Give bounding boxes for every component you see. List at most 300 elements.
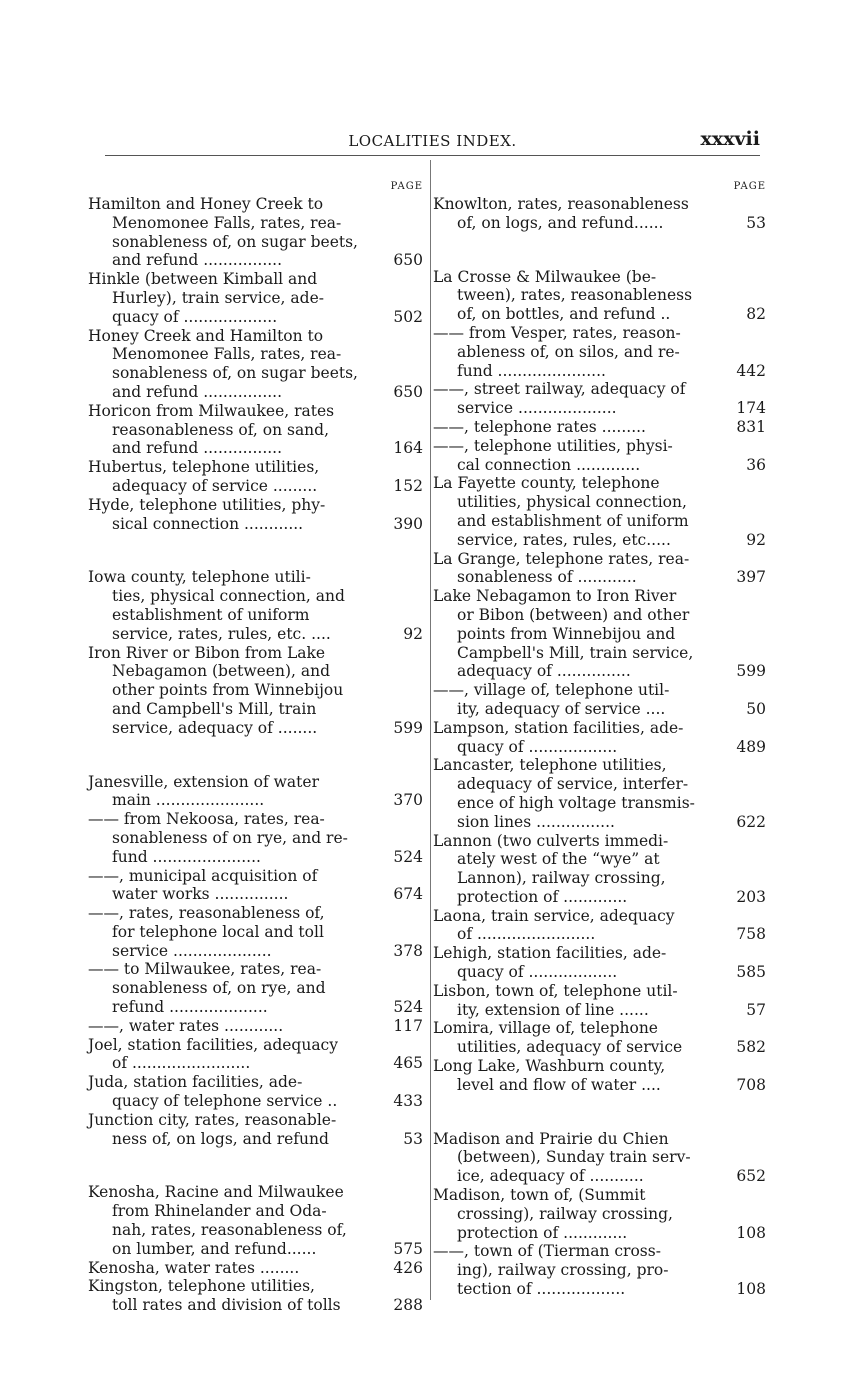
entry-text: Kingston, telephone utilities, <box>88 1277 315 1296</box>
entry-page-number: 599 <box>736 662 766 681</box>
entry-text: —— from Vesper, rates, reason- <box>433 323 681 342</box>
entry-text: La Fayette county, telephone <box>433 474 660 493</box>
entry-page-number: 524 <box>393 998 423 1017</box>
index-entry <box>88 1017 423 1036</box>
entry-line <box>433 1186 766 1205</box>
entry-text: ——, rates, reasonableness of, <box>88 904 325 923</box>
entry-text: other points from Winnebijou <box>112 681 344 700</box>
entry-text: and refund ................ <box>112 439 283 458</box>
entry-text: water works ............... <box>112 885 289 904</box>
entry-page-number: 650 <box>393 382 423 401</box>
entry-page-number: 599 <box>393 718 423 737</box>
entry-line <box>433 738 766 757</box>
entry-page-number: 57 <box>746 1000 766 1019</box>
entry-text: of, on bottles, and refund .. <box>457 305 671 324</box>
section-gap <box>88 1148 423 1183</box>
entry-text: Hamilton and Honey Creek to <box>88 195 324 213</box>
entry-line <box>433 268 766 287</box>
entry-text: service, adequacy of ........ <box>112 718 318 737</box>
entry-text: ence of high voltage transmis- <box>457 793 695 812</box>
entry-page-number: 524 <box>393 847 423 866</box>
entry-line <box>88 904 423 923</box>
entry-line <box>88 1221 423 1240</box>
index-entry <box>88 195 423 270</box>
entry-text: service .................... <box>112 941 272 960</box>
entry-line <box>88 1111 423 1130</box>
entry-text: ice, adequacy of ........... <box>457 1167 644 1186</box>
index-entry <box>88 1111 423 1149</box>
index-entry <box>433 474 766 549</box>
entry-line <box>433 456 766 475</box>
entry-line <box>433 437 766 456</box>
entry-text: of, on logs, and refund...... <box>457 213 664 232</box>
entry-line <box>433 305 766 324</box>
entry-text: for telephone local and toll <box>112 922 324 941</box>
index-entry <box>433 1057 766 1095</box>
entry-line <box>88 848 423 867</box>
entry-page-number: 622 <box>736 812 766 831</box>
entry-line <box>433 1242 766 1261</box>
entry-text: quacy of .................. <box>457 963 618 982</box>
entry-text: Lampson, station facilities, ade- <box>433 718 684 737</box>
section-gap <box>88 738 423 773</box>
entry-page-number: 426 <box>393 1258 423 1277</box>
entry-line <box>88 960 423 979</box>
entry-text: ——, town of (Tierman cross- <box>433 1242 661 1261</box>
entry-line <box>88 700 423 719</box>
entry-line <box>433 681 766 700</box>
entry-line <box>433 380 766 399</box>
entry-text: level and flow of water .... <box>457 1075 661 1094</box>
entry-line <box>433 362 766 381</box>
entry-line <box>88 662 423 681</box>
entry-line <box>88 364 423 383</box>
entry-line <box>433 550 766 569</box>
entry-page-number: 652 <box>736 1167 766 1186</box>
entry-text: service, rates, rules, etc..... <box>457 530 671 549</box>
entry-text: Lehigh, station facilities, ade- <box>433 944 667 963</box>
section-gap <box>433 233 766 268</box>
entry-line <box>88 496 423 515</box>
page-column-label: PAGE <box>390 181 423 192</box>
entry-text: crossing), railway crossing, <box>457 1204 673 1223</box>
entry-page-number: 174 <box>736 399 766 418</box>
entry-text: ——, telephone rates ......... <box>433 417 646 436</box>
entry-text: Hurley), train service, ade- <box>112 288 324 307</box>
entry-text: Lannon (two culverts immedi- <box>433 831 669 850</box>
entry-text: La Grange, telephone rates, rea- <box>433 549 690 568</box>
entry-page-number: 831 <box>736 417 766 436</box>
entry-text: ableness of, on silos, and re- <box>457 342 680 361</box>
entry-text: points from Winnebijou and <box>457 624 676 643</box>
entry-line <box>88 1240 423 1259</box>
entry-text: ties, physical connection, and <box>112 587 345 606</box>
right-column <box>433 178 766 1299</box>
entry-line <box>433 625 766 644</box>
entry-text: protection of ............. <box>457 1223 628 1242</box>
entry-line <box>88 383 423 402</box>
entry-text: service .................... <box>457 399 617 418</box>
entry-text: adequacy of service, interfer- <box>457 775 689 794</box>
entry-line <box>88 345 423 364</box>
entry-text: Lomira, village of, telephone <box>433 1019 658 1038</box>
entry-text: Janesville, extension of water <box>88 772 319 791</box>
entry-text: Lancaster, telephone utilities, <box>433 756 667 775</box>
entry-text: protection of ............. <box>457 887 628 906</box>
header-rule <box>105 155 760 156</box>
index-entry <box>88 1259 423 1278</box>
entry-line <box>433 1148 766 1167</box>
entry-page-number: 203 <box>736 887 766 906</box>
entry-line <box>88 1017 423 1036</box>
entry-line <box>433 756 766 775</box>
entry-text: quacy of .................. <box>457 737 618 756</box>
entry-line <box>88 979 423 998</box>
entry-page-number: 370 <box>393 791 423 810</box>
entry-line <box>88 402 423 421</box>
entry-line <box>88 308 423 327</box>
entry-line <box>88 1036 423 1055</box>
entry-text: utilities, physical connection, <box>457 493 687 512</box>
entry-text: Horicon from Milwaukee, rates <box>88 401 335 420</box>
index-entry <box>433 437 766 475</box>
entry-text: main ...................... <box>112 791 265 810</box>
entry-line <box>88 1296 423 1315</box>
entry-line <box>433 869 766 888</box>
index-entry <box>433 1019 766 1057</box>
entry-text: Lisbon, town of, telephone util- <box>433 981 678 1000</box>
header-title: LOCALITIES INDEX. <box>348 132 517 150</box>
entry-text: ——, telephone utilities, physi- <box>433 436 673 455</box>
entry-text: Hubertus, telephone utilities, <box>88 458 320 477</box>
entry-text: and establishment of uniform <box>457 511 689 530</box>
entry-text: cal connection ............. <box>457 455 641 474</box>
index-entry <box>88 402 423 458</box>
entry-text: Joel, station facilities, adequacy <box>88 1035 338 1054</box>
entry-page-number: 53 <box>746 213 766 232</box>
entry-text: service, rates, rules, etc. .... <box>112 624 331 643</box>
entry-line <box>88 1073 423 1092</box>
entry-text: of ........................ <box>112 1054 251 1073</box>
index-entry <box>88 960 423 1016</box>
entry-page-number: 288 <box>393 1296 423 1315</box>
entry-text: adequacy of service ......... <box>112 476 318 495</box>
entry-text: sical connection ............ <box>112 514 304 533</box>
index-entry <box>88 1073 423 1111</box>
entry-text: establishment of uniform <box>112 605 310 624</box>
index-entry <box>88 644 423 738</box>
entry-line <box>433 963 766 982</box>
entry-line <box>88 421 423 440</box>
entry-line <box>88 867 423 886</box>
entry-text: Laona, train service, adequacy <box>433 906 675 925</box>
entry-line <box>433 214 766 233</box>
entry-line <box>433 1019 766 1038</box>
entry-line <box>88 251 423 270</box>
entry-text: Kenosha, Racine and Milwaukee <box>88 1183 344 1202</box>
entry-page-number: 50 <box>746 699 766 718</box>
index-entry <box>433 195 766 233</box>
entry-line <box>433 587 766 606</box>
entry-line <box>88 942 423 961</box>
index-entry <box>88 496 423 534</box>
entry-text: Menomonee Falls, rates, rea- <box>112 213 342 232</box>
entry-text: refund .................... <box>112 998 268 1017</box>
entry-page-number: 585 <box>736 963 766 982</box>
entry-text: reasonableness of, on sand, <box>112 420 330 439</box>
entry-text: and refund ................ <box>112 251 283 270</box>
entry-line <box>433 1280 766 1299</box>
entry-line <box>433 907 766 926</box>
entry-text: utilities, adequacy of service <box>457 1038 683 1057</box>
entry-line <box>88 998 423 1017</box>
entry-text: and Campbell's Mill, train <box>112 699 317 718</box>
index-entry <box>433 832 766 907</box>
index-entry <box>433 944 766 982</box>
entry-text: ity, adequacy of service .... <box>457 699 666 718</box>
entry-line <box>88 773 423 792</box>
index-entry <box>433 587 766 681</box>
entry-line <box>88 195 423 214</box>
entry-page-number: 82 <box>746 305 766 324</box>
entry-page-number: 53 <box>403 1129 423 1148</box>
entry-text: Madison, town of, (Summit <box>433 1186 646 1205</box>
index-entry <box>88 773 423 811</box>
entry-text: on lumber, and refund...... <box>112 1239 317 1258</box>
entry-line <box>88 625 423 644</box>
entry-text: (between), Sunday train serv- <box>457 1148 691 1167</box>
entry-text: quacy of ................... <box>112 307 278 326</box>
index-entry <box>433 1242 766 1298</box>
page-number: xxxvii <box>700 128 760 150</box>
entry-text: Iron River or Bibon from Lake <box>88 643 326 662</box>
entry-text: ——, street railway, adequacy of <box>433 380 686 399</box>
entry-text: sonableness of on rye, and re- <box>112 828 348 847</box>
entry-line <box>433 850 766 869</box>
index-entry <box>88 810 423 866</box>
entry-text: Kenosha, water rates ........ <box>88 1258 300 1277</box>
entry-page-number: 442 <box>736 361 766 380</box>
index-entry <box>433 756 766 831</box>
column-divider <box>430 160 431 1300</box>
index-entry <box>433 982 766 1020</box>
entry-line <box>433 1224 766 1243</box>
index-entry <box>88 1183 423 1258</box>
entry-text: ness of, on logs, and refund <box>112 1129 329 1148</box>
entry-page-number: 390 <box>393 514 423 533</box>
entry-line <box>88 791 423 810</box>
entry-text: toll rates and division of tolls <box>112 1296 341 1315</box>
entry-line <box>88 1183 423 1202</box>
entry-line <box>433 794 766 813</box>
entry-page-number: 397 <box>736 568 766 587</box>
entry-page-number: 465 <box>393 1054 423 1073</box>
entry-line <box>433 982 766 1001</box>
entry-text: adequacy of ............... <box>457 662 631 681</box>
entry-text: fund ...................... <box>457 361 606 380</box>
entry-page-number: 489 <box>736 737 766 756</box>
entry-line <box>433 700 766 719</box>
entry-text: —— from Nekoosa, rates, rea- <box>88 810 325 829</box>
index-entry <box>433 550 766 588</box>
entry-text: ——, municipal acquisition of <box>88 866 318 885</box>
entry-text: Long Lake, Washburn county, <box>433 1057 666 1076</box>
index-entry <box>433 418 766 437</box>
page-column-label: PAGE <box>733 181 766 192</box>
entry-line <box>88 1259 423 1278</box>
index-entry <box>433 1130 766 1186</box>
entry-page-number: 502 <box>393 307 423 326</box>
entry-line <box>433 531 766 550</box>
entry-line <box>433 195 766 214</box>
entry-text: Junction city, rates, reasonable- <box>88 1110 337 1129</box>
entry-line <box>88 923 423 942</box>
entry-text: ity, extension of line ...... <box>457 1000 649 1019</box>
entry-page-number: 36 <box>746 455 766 474</box>
entry-text: Lake Nebagamon to Iron River <box>433 587 677 606</box>
index-entry <box>88 458 423 496</box>
entry-line <box>433 925 766 944</box>
entry-line <box>88 644 423 663</box>
entry-line <box>433 324 766 343</box>
entry-text: and refund ................ <box>112 382 283 401</box>
entry-line <box>433 343 766 362</box>
entry-text: Knowlton, rates, reasonableness <box>433 195 689 213</box>
entry-page-number: 650 <box>393 251 423 270</box>
entry-line <box>88 458 423 477</box>
entry-line <box>88 289 423 308</box>
entry-line <box>433 832 766 851</box>
entry-text: Hinkle (between Kimball and <box>88 270 318 289</box>
index-entry <box>88 327 423 402</box>
entry-text: from Rhinelander and Oda- <box>112 1202 327 1221</box>
entry-text: sonableness of, on sugar beets, <box>112 232 358 251</box>
entry-text: ately west of the “wye” at <box>457 850 660 869</box>
entry-page-number: 164 <box>393 439 423 458</box>
entry-line <box>433 512 766 531</box>
index-entry <box>88 1277 423 1315</box>
entry-text: tection of .................. <box>457 1280 626 1299</box>
entry-text: ——, village of, telephone util- <box>433 681 670 700</box>
entry-page-number: 708 <box>736 1075 766 1094</box>
entry-text: quacy of telephone service .. <box>112 1092 338 1111</box>
entry-page-number: 108 <box>736 1280 766 1299</box>
entry-line <box>433 286 766 305</box>
entry-text: Menomonee Falls, rates, rea- <box>112 345 342 364</box>
index-entry <box>433 380 766 418</box>
entry-line <box>88 214 423 233</box>
entry-page-number: 433 <box>393 1092 423 1111</box>
entry-line <box>88 477 423 496</box>
index-entry <box>88 904 423 960</box>
entry-text: of ........................ <box>457 925 596 944</box>
entry-text: —— to Milwaukee, rates, rea- <box>88 960 322 979</box>
entry-line <box>88 1092 423 1111</box>
entry-line <box>433 813 766 832</box>
entry-line <box>88 1277 423 1296</box>
entry-text: or Bibon (between) and other <box>457 605 690 624</box>
entry-line <box>433 568 766 587</box>
entry-page-number: 92 <box>403 624 423 643</box>
entry-line <box>88 233 423 252</box>
entry-line <box>88 327 423 346</box>
entry-line <box>88 810 423 829</box>
entry-line <box>433 944 766 963</box>
entry-line <box>433 719 766 738</box>
entry-text: ——, water rates ............ <box>88 1016 284 1035</box>
entry-text: Hyde, telephone utilities, phy- <box>88 495 326 514</box>
entry-line <box>433 644 766 663</box>
section-gap <box>433 1095 766 1130</box>
entry-page-number: 117 <box>393 1016 423 1035</box>
entry-text: fund ...................... <box>112 847 261 866</box>
entry-line <box>433 662 766 681</box>
entry-line <box>88 681 423 700</box>
entry-line <box>433 1076 766 1095</box>
entry-page-number: 92 <box>746 530 766 549</box>
entry-line <box>88 568 423 587</box>
entry-line <box>88 270 423 289</box>
entry-page-number: 152 <box>393 476 423 495</box>
entry-line <box>433 1001 766 1020</box>
entry-line <box>433 1205 766 1224</box>
index-entry <box>433 324 766 380</box>
entry-line <box>433 775 766 794</box>
entry-text: sonableness of ............ <box>457 568 637 587</box>
entry-text: ing), railway crossing, pro- <box>457 1261 669 1280</box>
entry-text: La Crosse & Milwaukee (be- <box>433 267 657 286</box>
section-gap <box>88 533 423 568</box>
entry-page-number: 378 <box>393 941 423 960</box>
entry-page-number: 108 <box>736 1223 766 1242</box>
entry-line <box>88 515 423 534</box>
entry-text: Iowa county, telephone utili- <box>88 568 311 587</box>
index-entry <box>433 1186 766 1242</box>
entry-page-number: 758 <box>736 925 766 944</box>
entry-line <box>88 606 423 625</box>
entry-line <box>433 474 766 493</box>
entry-text: Lannon), railway crossing, <box>457 869 666 888</box>
index-entry <box>88 867 423 905</box>
entry-page-number: 582 <box>736 1038 766 1057</box>
entry-text: Nebagamon (between), and <box>112 662 331 681</box>
entry-line <box>433 1167 766 1186</box>
entry-page-number: 575 <box>393 1239 423 1258</box>
entry-text: Juda, station facilities, ade- <box>88 1073 303 1092</box>
index-entry <box>88 1036 423 1074</box>
index-entry <box>433 681 766 719</box>
entry-text: tween), rates, reasonableness <box>457 286 693 305</box>
entry-text: sonableness of, on sugar beets, <box>112 364 358 383</box>
entry-text: Campbell's Mill, train service, <box>457 643 694 662</box>
index-entry <box>433 719 766 757</box>
entry-line <box>433 1057 766 1076</box>
entry-line <box>88 885 423 904</box>
entry-line <box>88 719 423 738</box>
running-header <box>105 128 760 156</box>
index-entry <box>433 268 766 324</box>
index-entry <box>88 270 423 326</box>
entry-line <box>88 829 423 848</box>
entry-text: Honey Creek and Hamilton to <box>88 326 324 345</box>
entry-page-number: 674 <box>393 885 423 904</box>
index-entry <box>433 907 766 945</box>
entry-line <box>433 606 766 625</box>
entry-text: Madison and Prairie du Chien <box>433 1129 669 1148</box>
entry-line <box>433 1130 766 1149</box>
entry-line <box>88 439 423 458</box>
entry-line <box>433 1038 766 1057</box>
